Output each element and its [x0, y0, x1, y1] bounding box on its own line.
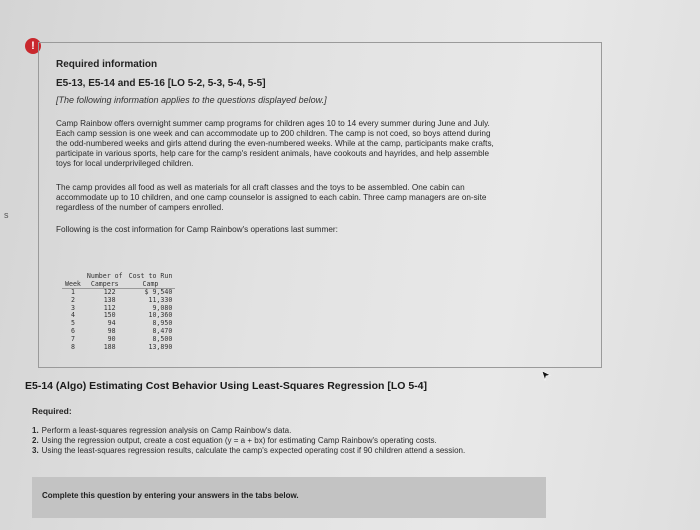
cost-table — [62, 273, 175, 351]
header-number-of: Number of — [86, 272, 123, 280]
camp-description-paragraph — [56, 119, 586, 169]
table-row: 2 138 11,330 — [70, 295, 173, 304]
header-camp: Camp — [126, 281, 176, 289]
paragraph-line: regardless of the number of campers enrolled. — [56, 203, 224, 212]
required-information-heading: Required information — [56, 59, 158, 70]
table-row: 8 188 13,890 — [70, 342, 173, 351]
header-cost-to-run: Cost to Run — [128, 272, 173, 280]
section-title: E5-14 (Algo) Estimating Cost Behavior Using Least-Squares Regression [LO 5-4] — [25, 380, 427, 392]
list-item: 2. Using the regression output, create a cost equation (y = a + bx) for estimating Camp Rainbow's operating costs. — [32, 436, 437, 445]
exercise-title: E5-13, E5-14 and E5-16 [LO 5-2, 5-3, 5-4, 5-5] — [56, 78, 266, 89]
margin-mark: s — [4, 210, 9, 220]
table-row: 1 122 $ 9,540 — [70, 288, 173, 296]
list-item: 1. Perform a least-squares regression analysis on Camp Rainbow's data. — [32, 426, 292, 435]
applies-note: [The following information applies to the questions displayed below.] — [56, 95, 327, 105]
paragraph-line: participate in various sports, help care for the camp's resident animals, have cookouts and hayrides, and help assemble — [56, 149, 490, 158]
required-information-box — [38, 42, 602, 368]
header-week: Week — [62, 281, 84, 289]
table-row: 6 98 8,470 — [70, 326, 173, 335]
paragraph-line: accommodate up to 10 children, and one camp counselor is assigned to each cabin. Three camp managers are on-site — [56, 193, 487, 202]
paragraph-line: the odd-numbered weeks and girls attend during the even-numbered weeks. While at the camp, participants make crafts, — [56, 139, 494, 148]
camp-provisions-paragraph — [56, 183, 586, 213]
alert-icon: ! — [25, 38, 41, 54]
paragraph-line: toys for local underprivileged children. — [56, 159, 194, 168]
requirements-list — [32, 426, 465, 456]
table-row: 5 94 8,950 — [70, 319, 173, 328]
required-label: Required: — [32, 406, 72, 416]
tabs-instruction-text: Complete this question by entering your answers in the tabs below. — [42, 491, 299, 500]
paragraph-line: Each camp session is one week and can accommodate up to 200 children. The camp is not coed, so boys attend during — [56, 129, 491, 138]
paragraph-line: Camp Rainbow offers overnight summer camp programs for children ages 10 to 14 every summer during June and July. — [56, 119, 490, 128]
cost-info-intro: Following is the cost information for Camp Rainbow's operations last summer: — [56, 225, 338, 234]
table-row: 3 112 9,080 — [70, 303, 173, 312]
table-row: 4 150 10,360 — [70, 311, 173, 320]
mouse-cursor-icon — [541, 370, 551, 382]
header-campers: Campers — [84, 281, 126, 289]
tabs-instruction-banner — [32, 477, 546, 518]
list-item: 3. Using the least-squares regression results, calculate the camp's expected operating cost if 90 children attend a session. — [32, 446, 466, 455]
table-row: 7 90 8,500 — [70, 334, 173, 343]
paragraph-line: The camp provides all food as well as materials for all craft classes and the toys to be assembled. One cabin can — [56, 183, 465, 192]
